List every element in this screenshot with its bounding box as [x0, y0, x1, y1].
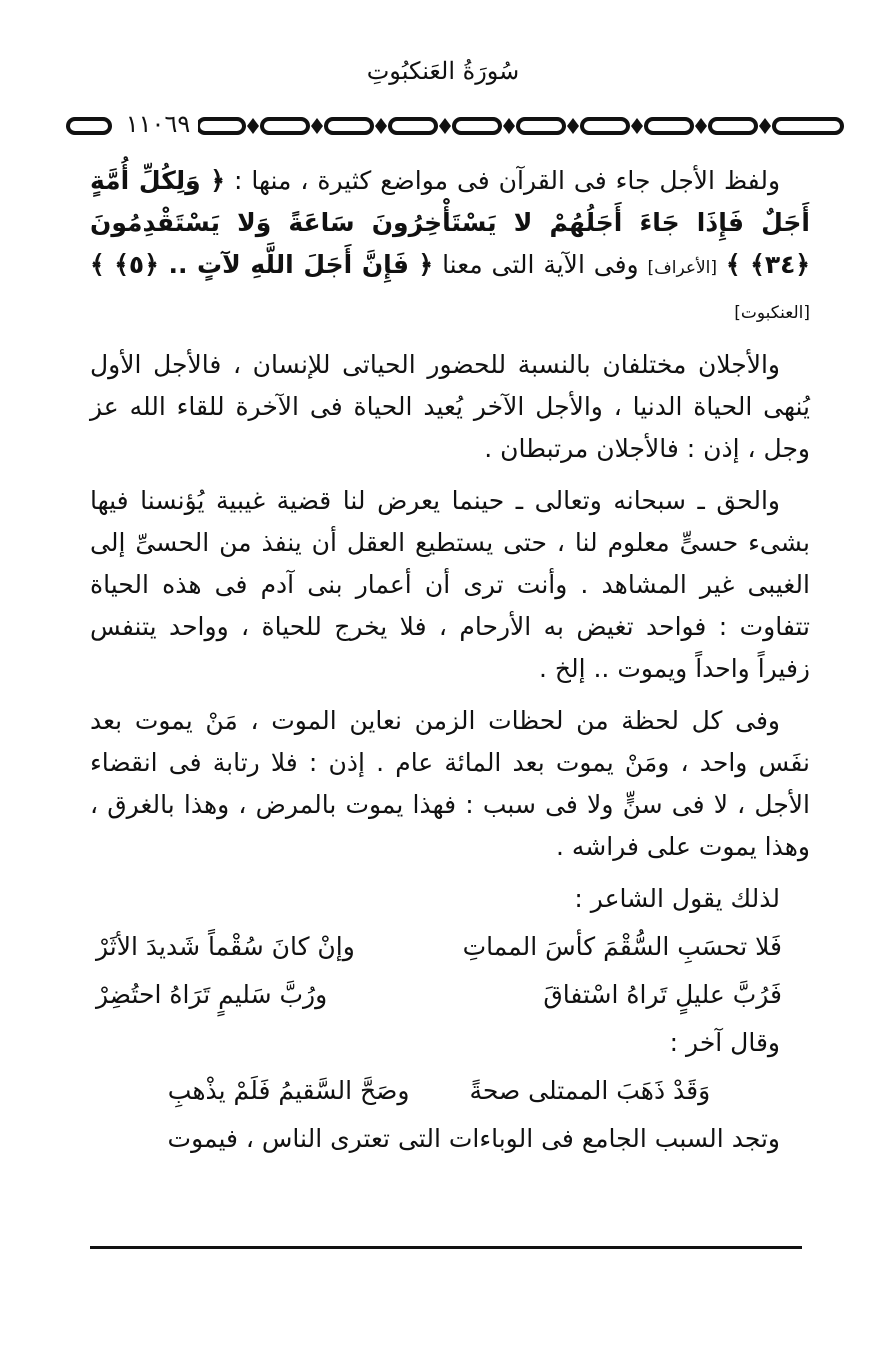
poem-couplet: [90, 1070, 810, 1112]
poem-hemistich: وإنْ كانَ سُقْماً شَديدَ الأثَرْ: [96, 932, 355, 961]
paragraph: وفى كل لحظة من لحظات الزمن نعاين الموت ، مَنْ يموت بعد نفَس واحد ، ومَنْ يموت بعد المائة عام . إذن : فلا رتابة فى انقضاء الأجل ، لا فى سنٍّ ولا فى سبب : فهذا يموت بالمرض ، وهذا بالغرق ، وهذا يموت على فراشه .: [90, 706, 810, 861]
paragraph: والأجلان مختلفان بالنسبة للحضور الحياتى للإنسان ، فالأجل الأول يُنهى الحياة الدنيا ، والأجل الآخر يُعيد الحياة فى الآخرة للقاء الله عز وجل ، إذن : فالأجلان مرتبطان .: [90, 350, 810, 463]
poem-hemistich: ورُبَّ سَليمٍ تَرَاهُ احتُضِرْ: [96, 980, 328, 1009]
paragraph: وتجد السبب الجامع فى الوباءات التى تعترى الناس ، فيموت: [167, 1124, 780, 1153]
poem-intro: لذلك يقول الشاعر :: [574, 884, 780, 913]
surah-reference: [العنكبوت]: [734, 303, 810, 323]
quran-verse: ﴿ فَإِنَّ أَجَلَ اللَّهِ لآتٍ .. ﴿٥﴾ ﴾: [90, 250, 434, 279]
poem-couplet: [90, 926, 810, 968]
paragraph-text: وفى الآية التى معنا: [442, 250, 639, 279]
paragraph: [90, 160, 810, 334]
surah-reference: [الأعراف]: [647, 258, 718, 278]
page-number: ١١٠٦٩: [118, 108, 198, 140]
page-body: [90, 160, 810, 1170]
poem-hemistich: فَلا تحسَبِ السُّقْمَ كأسَ المماتِ: [462, 932, 782, 961]
paragraph: والحق ـ سبحانه وتعالى ـ حينما يعرض لنا قضية غيبية يُؤنسنا فيها بشىء حسىٍّ معلوم لنا ، حتى يستطيع العقل أن ينفذ من الحسىِّ إلى الغيبى غير المشاهد . وأنت ترى أن أعمار بنى آدم فى هذه الحياة تتفاوت : فواحد تغيض به الأرحام ، فلا يخرج للحياة ، وواحد يتنفس زفيراً واحداً ويموت .. إلخ .: [90, 486, 810, 683]
footer-rule: [90, 1246, 802, 1249]
poem-couplet: [90, 974, 810, 1016]
quran-verse: ﴿ وَلِكُلِّ أُمَّةٍ أَجَلٌ فَإِذَا جَاءَ أَجَلُهُمْ لا يَسْتَأْخِرُونَ سَاعَةً وَلا يَسْتَقْدِمُونَ ﴿٣٤﴾ ﴾: [90, 166, 810, 279]
paragraph-text: ولفظ الأجل جاء فى القرآن فى مواضع كثيرة ، منها :: [234, 166, 781, 195]
poem-hemistich: وصَحَّ السَّقيمُ فَلَمْ يذْهبِ: [167, 1076, 410, 1105]
poem-intro: وقال آخر :: [669, 1028, 780, 1057]
surah-title: سُورَةُ العَنكبُوتِ: [366, 57, 520, 85]
poem-hemistich: فَرُبَّ عليلٍ تَراهُ اسْتفاقَ: [543, 980, 782, 1009]
poem-hemistich: وَقَدْ ذَهَبَ الممتلى صحةً: [469, 1076, 711, 1105]
